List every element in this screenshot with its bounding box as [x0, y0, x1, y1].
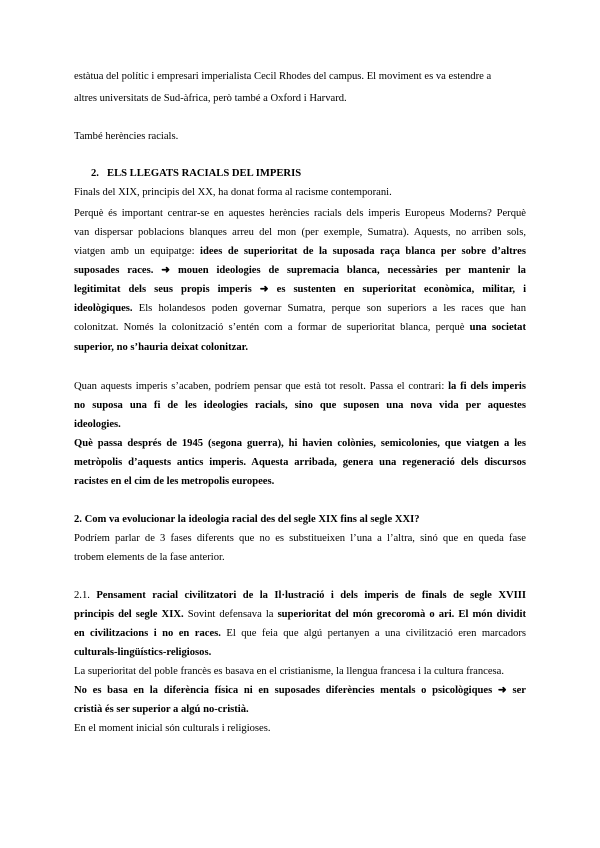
section-heading: [91, 167, 543, 180]
text: En el moment inicial són culturals i religioses.: [74, 723, 271, 734]
paragraph-line: [74, 92, 526, 105]
bold-text: es sustenten en superioritat econòmica, militar, i: [276, 284, 527, 295]
text: Quan aquests imperis s’acaben, podríem pensar que està tot resolt. Passa el contrari:: [74, 381, 449, 392]
paragraph-line: [74, 399, 526, 412]
paragraph-line: [74, 684, 526, 697]
bold-text: suposades races.: [74, 265, 154, 276]
paragraph-line: [74, 475, 526, 488]
paragraph-line: [74, 418, 526, 431]
text: altres universitats de Sud-àfrica, però també a Oxford i Harvard.: [74, 93, 347, 104]
question-heading: [74, 513, 526, 526]
paragraph-line: [74, 551, 526, 564]
bold-text: una societat: [469, 322, 526, 333]
paragraph-line: [74, 302, 526, 315]
paragraph-line: [74, 665, 526, 678]
bold-text: la fi dels imperis: [448, 381, 526, 392]
paragraph-line: [74, 130, 526, 143]
paragraph-line: [74, 589, 526, 602]
paragraph-line: [74, 703, 526, 716]
text: estàtua del polític i empresari imperialista Cecil Rhodes del campus. El moviment es va estendre a: [74, 71, 492, 82]
paragraph-line: [74, 608, 526, 621]
paragraph-line: [74, 646, 526, 659]
bold-text: mouen ideologies de supremacia blanca, necessàries per mantenir la: [177, 265, 526, 276]
bold-text: en civilitzacions i no en races.: [74, 628, 221, 639]
bold-text: Pensament racial civilitzatori de la Il·lustració i dels imperis de finals de segle XVIII: [96, 590, 526, 601]
paragraph-line: [74, 437, 526, 450]
bold-text: ideologies.: [74, 419, 121, 430]
arrow-icon: ➜: [259, 284, 269, 295]
bold-text: metròpolis d’aquests antics imperis. Aquesta arribada, genera una regeneració dels discursos: [74, 457, 526, 468]
paragraph-line: [74, 532, 526, 545]
paragraph-line: [74, 226, 526, 239]
text: Perquè és important centrar-se en aquestes herències racials dels imperis Europeus Moderns? Perquè: [74, 208, 526, 219]
text: 2.1.: [74, 590, 97, 601]
bold-text: ideològiques.: [74, 303, 133, 314]
heading-number: 2.: [91, 168, 99, 179]
bold-text: superior, no s’hauria deixat colonitzar.: [74, 342, 249, 353]
bold-text: racistes en el cim de les metropolis europees.: [74, 476, 275, 487]
arrow-icon: ➜: [161, 265, 171, 276]
arrow-icon: ➜: [497, 685, 507, 696]
paragraph-line: [74, 722, 526, 735]
text: També herències racials.: [74, 131, 179, 142]
text: Els holandesos poden governar Sumatra, perque son superiors a les races que han: [138, 303, 527, 314]
paragraph-line: [74, 341, 526, 354]
text: Podríem parlar de 3 fases diferents que no es substitueixen l’una a l’altra, sinó que en queda fase: [74, 533, 526, 544]
paragraph-line: [74, 264, 526, 277]
bold-text: superioritat del món grecoromà o ari. El món dividit: [277, 609, 526, 620]
paragraph-line: [74, 627, 526, 640]
bold-text: no suposa una fi de les ideologies racials, sino que suposen una nova vida per aquestes: [74, 400, 526, 411]
text: van dispersar poblacions blanques arreu del mon (per exemple, Sumatra). Aquests, no arriben sols,: [74, 227, 526, 238]
bold-text: ser: [512, 685, 526, 696]
paragraph-line: [74, 245, 526, 258]
text: viatgen amb un equipatge:: [74, 246, 201, 257]
bold-text: cristià és ser superior a algú no-cristià.: [74, 704, 249, 715]
bold-text: principis del segle XIX.: [74, 609, 184, 620]
paragraph-line: [74, 321, 526, 334]
paragraph-line: [74, 70, 526, 83]
heading-title: ELS LLEGATS RACIALS DEL IMPERIS: [107, 168, 302, 179]
paragraph-line: [74, 283, 526, 296]
text: Finals del XIX, principis del XX, ha donat forma al racisme contemporani.: [74, 187, 392, 198]
text: El que feia que algú pertanyen a una civilització eren marcadors: [220, 628, 526, 639]
bold-text: No es basa en la diferència física ni en suposades diferències mentals o psicològiques: [74, 685, 493, 696]
text: Sovint defensava la: [183, 609, 278, 620]
bold-text: 2. Com va evolucionar la ideologia racial des del segle XIX fins al segle XXI?: [74, 514, 420, 525]
bold-text: culturals-lingüístics-religiosos.: [74, 647, 212, 658]
paragraph-line: [74, 456, 526, 469]
bold-text: legitimitat dels seus propis imperis: [74, 284, 252, 295]
paragraph-line: [74, 380, 526, 393]
paragraph-line: [74, 186, 526, 199]
text: La superioritat del poble francès es basava en el cristianisme, la llengua francesa i la cultura francesa.: [74, 666, 505, 677]
bold-text: idees de superioritat de la suposada raça blanca per sobre d’altres: [200, 246, 527, 257]
text: trobem elements de la fase anterior.: [74, 552, 225, 563]
bold-text: Què passa després de 1945 (segona guerra), hi havien colònies, semicolonies, que viatgen a les: [74, 438, 526, 449]
text: colonitzat. Només la colonització s’entén com a formar de superioritat blanca, perquè: [74, 322, 470, 333]
paragraph-line: [74, 207, 526, 220]
